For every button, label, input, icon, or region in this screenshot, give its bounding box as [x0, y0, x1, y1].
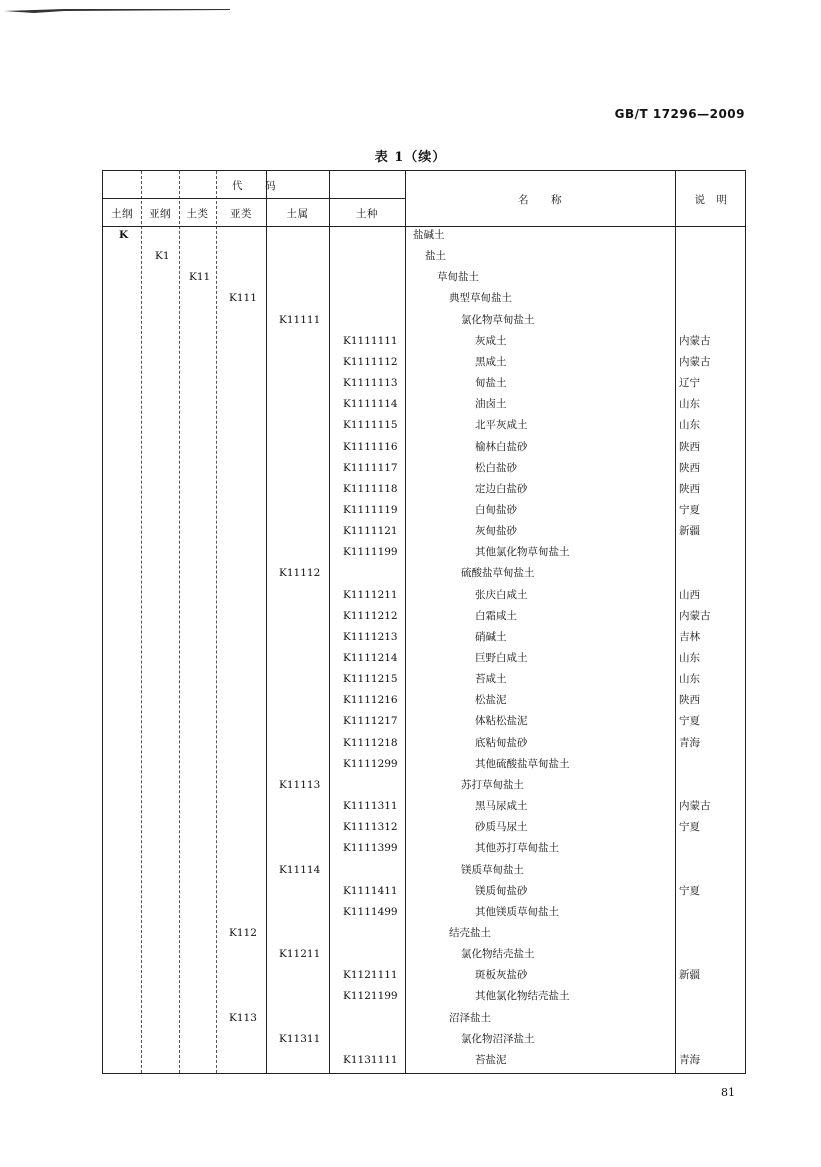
soil-code: K1111218: [343, 736, 398, 749]
soil-note: 山西: [679, 588, 700, 601]
soil-code: K1121199: [343, 990, 398, 1003]
soil-name: 盐碱土: [413, 229, 445, 241]
soil-name: 硫酸盐草甸盐土: [461, 567, 535, 580]
table-row: [103, 461, 745, 482]
col-header-species: 土种: [356, 208, 378, 220]
table-row: [103, 757, 745, 778]
table-row: [103, 820, 745, 841]
table-caption: 表 1（续）: [374, 150, 447, 165]
soil-code: K1111113: [343, 377, 398, 390]
soil-code: K1111213: [343, 630, 398, 643]
soil-name: 硝碱土: [475, 630, 507, 643]
soil-note: 吉林: [679, 630, 700, 643]
table-row: [103, 989, 745, 1010]
soil-code: K1131111: [343, 1053, 398, 1066]
soil-code: K1111215: [343, 673, 398, 686]
soil-note: 山东: [679, 652, 700, 664]
soil-name: 黑咸土: [475, 355, 507, 368]
soil-name: 典型草甸盐土: [449, 292, 512, 305]
table-row: [103, 778, 745, 799]
soil-code: K1111114: [343, 398, 398, 411]
table-row: [103, 672, 745, 693]
soil-name: 氯化物沼泽盐土: [461, 1032, 535, 1045]
table-row: [103, 566, 745, 587]
soil-name: 砂质马尿土: [475, 821, 528, 834]
table-row: [103, 1011, 745, 1032]
soil-note: 山东: [679, 398, 700, 411]
table-row: [103, 503, 745, 524]
soil-name: 巨野白咸土: [475, 652, 528, 664]
soil-name: 定边白盐砂: [475, 482, 528, 495]
soil-code: K11113: [279, 778, 321, 791]
table-row: [103, 630, 745, 651]
table-row: [103, 334, 745, 355]
table-row: [103, 376, 745, 397]
soil-name: 灰甸盐砂: [475, 525, 517, 538]
table-row: [103, 313, 745, 334]
soil-code: K1111216: [343, 694, 398, 707]
soil-name: 苔盐泥: [475, 1053, 507, 1066]
soil-note: 新疆: [679, 525, 700, 538]
soil-code: K112: [229, 926, 257, 939]
soil-code: K: [119, 229, 129, 241]
soil-name: 榆林白盐砂: [475, 440, 528, 453]
soil-note: 宁夏: [679, 884, 700, 897]
table-row: [103, 863, 745, 884]
table-row: [103, 355, 745, 376]
soil-name: 甸盐土: [475, 377, 507, 390]
note-header: 说 明: [694, 194, 728, 206]
col-header-order: 土纲: [111, 208, 133, 220]
soil-name: 氯化物结壳盐土: [461, 948, 535, 961]
soil-code: K1111299: [343, 757, 398, 770]
table-row: [103, 926, 745, 947]
soil-name: 松白盐砂: [475, 461, 517, 474]
soil-note: 陕西: [679, 461, 700, 474]
soil-name: 镁质草甸盐土: [461, 863, 524, 876]
table-row: [103, 524, 745, 545]
table-row: [103, 249, 745, 270]
soil-name: 氯化物草甸盐土: [461, 313, 535, 326]
soil-name: 北平灰咸土: [475, 419, 528, 432]
soil-name: 黑马尿咸土: [475, 800, 528, 813]
soil-name: 张庆白咸土: [475, 588, 528, 601]
soil-name: 底粘甸盐砂: [475, 736, 528, 749]
soil-code: K11111: [279, 313, 321, 326]
table-row: [103, 545, 745, 566]
name-header: 名 称: [518, 194, 562, 206]
table-row: [103, 905, 745, 926]
soil-code: K11: [189, 271, 211, 284]
soil-name: 灰咸土: [475, 334, 507, 347]
soil-code: K1111118: [343, 482, 398, 495]
table-row: [103, 799, 745, 820]
soil-code: K1121111: [343, 969, 398, 982]
soil-note: 山东: [679, 419, 700, 432]
standard-number: GB/T 17296—2009: [614, 107, 745, 121]
table-row: [103, 651, 745, 672]
soil-note: 内蒙古: [679, 355, 711, 368]
soil-name: 其他氯化物草甸盐土: [475, 546, 570, 559]
soil-name: 镁质甸盐砂: [475, 884, 528, 897]
table-row: [103, 609, 745, 630]
soil-name: 白甸盐砂: [475, 503, 517, 516]
soil-code: K113: [229, 1011, 257, 1024]
soil-code: K1111312: [343, 821, 398, 834]
table-row: [103, 1032, 745, 1053]
table-row: [103, 588, 745, 609]
table-row: [103, 1053, 745, 1074]
soil-note: 陕西: [679, 482, 700, 495]
soil-name: 斑板灰盐砂: [475, 969, 528, 982]
soil-note: 辽宁: [679, 377, 700, 390]
soil-note: 山东: [679, 673, 700, 686]
table-row: [103, 968, 745, 989]
table-row: [103, 270, 745, 291]
table-row: [103, 440, 745, 461]
soil-code: K1111121: [343, 525, 398, 538]
col-header-suborder: 亚纲: [149, 208, 171, 220]
col-header-subgroup: 亚类: [230, 208, 252, 220]
soil-code: K1111212: [343, 609, 398, 622]
soil-note: 宁夏: [679, 821, 700, 834]
soil-code: K1111399: [343, 842, 398, 855]
soil-code: K1111115: [343, 419, 398, 432]
soil-code: K1111117: [343, 461, 398, 474]
table-row: [103, 418, 745, 439]
soil-code: K1111499: [343, 905, 398, 918]
table-row: [103, 884, 745, 905]
soil-code: K1: [155, 250, 170, 263]
soil-name: 其他苏打草甸盐土: [475, 842, 559, 855]
soil-note: 青海: [679, 1053, 700, 1066]
soil-note: 新疆: [679, 969, 700, 982]
soil-code: K1111411: [343, 884, 398, 897]
table-row: [103, 291, 745, 312]
soil-name: 沼泽盐土: [449, 1011, 491, 1024]
soil-code: K11114: [279, 863, 321, 876]
soil-code: K1111111: [343, 334, 398, 347]
soil-code: K1111199: [343, 546, 398, 559]
soil-code: K1111311: [343, 800, 398, 813]
table-row: [103, 693, 745, 714]
soil-note: 内蒙古: [679, 609, 711, 622]
soil-note: 内蒙古: [679, 334, 711, 347]
soil-name: 草甸盐土: [437, 271, 479, 284]
soil-name: 油卤土: [475, 398, 507, 411]
scan-edge-mark: [4, 8, 230, 14]
soil-code: K1111116: [343, 440, 398, 453]
soil-name: 盐土: [425, 250, 446, 263]
soil-code: K1111217: [343, 715, 398, 728]
soil-name: 苔咸土: [475, 673, 507, 686]
soil-name: 其他硫酸盐草甸盐土: [475, 757, 570, 770]
soil-code: K11112: [279, 567, 321, 580]
soil-note: 陕西: [679, 694, 700, 707]
soil-name: 苏打草甸盐土: [461, 778, 524, 791]
table-row: [103, 714, 745, 735]
soil-code: K1111112: [343, 355, 398, 368]
soil-name: 结壳盐土: [449, 926, 491, 939]
table-row: [103, 397, 745, 418]
table-row: [103, 736, 745, 757]
soil-note: 内蒙古: [679, 800, 711, 813]
soil-name: 白霜咸土: [475, 609, 517, 622]
soil-classification-table: [102, 170, 746, 1074]
table-row: [103, 228, 745, 249]
soil-code: K1111119: [343, 503, 398, 516]
soil-name: 其他镁质草甸盐土: [475, 905, 559, 918]
code-group-header: 代 码: [232, 180, 276, 192]
table-row: [103, 482, 745, 503]
page-number: 81: [721, 1086, 735, 1099]
soil-code: K1111211: [343, 588, 398, 601]
soil-note: 青海: [679, 736, 700, 749]
col-header-group: 土类: [186, 208, 209, 220]
soil-code: K11311: [279, 1032, 321, 1045]
soil-name: 其他氯化物结壳盐土: [475, 990, 570, 1003]
soil-note: 宁夏: [679, 503, 700, 516]
soil-code: K11211: [279, 948, 321, 961]
col-header-family: 土属: [286, 208, 309, 220]
soil-note: 宁夏: [679, 715, 700, 728]
soil-code: K111: [229, 292, 257, 305]
soil-code: K1111214: [343, 652, 398, 664]
soil-name: 体粘松盐泥: [475, 715, 528, 728]
soil-note: 陕西: [679, 440, 700, 453]
table-row: [103, 947, 745, 968]
table-row: [103, 841, 745, 862]
soil-name: 松盐泥: [475, 694, 507, 707]
